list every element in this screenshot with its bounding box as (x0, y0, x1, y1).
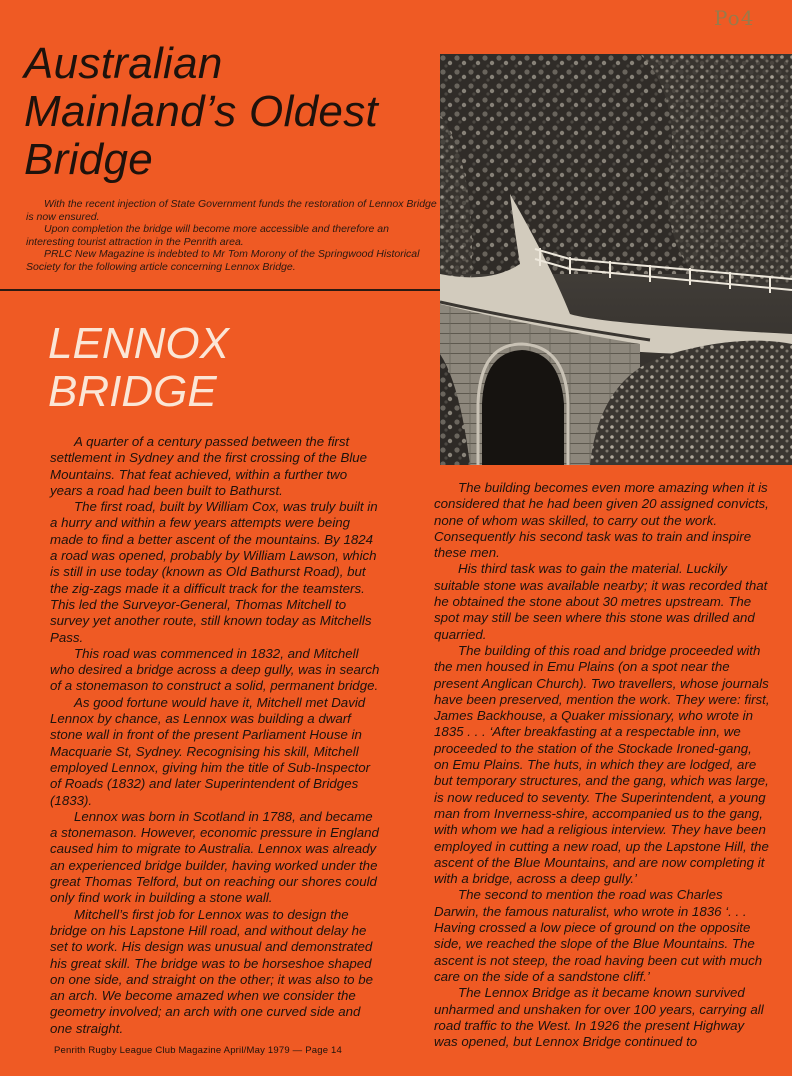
main-title-line-2: Mainland’s Oldest (24, 87, 379, 136)
main-title (24, 40, 444, 184)
body-paragraph: The first road, built by William Cox, was truly built in a hurry and within a few years attempts were being made to find a better ascent of the mountains. By 1824 a road was opened, probably by William Lawson, which is still in use today (known as Old Bathurst Road), but the zig-zags made it a difficult track for the teamsters. This led the Surveyor-General, Thomas Mitchell to survey yet another route, still known today as Mitchells Pass. (50, 499, 378, 645)
section-divider (0, 289, 440, 291)
body-paragraph: As good fortune would have it, Mitchell met David Lennox by chance, as Lennox was building a dwarf stone wall in front of the present Parliament House in Macquarie St, Sydney. Recognising his skill, Mitchell employed Lennox, giving him the title of Sub-Inspector of Roads (1832) and later Superintendent of Bridges (1833). (50, 694, 371, 808)
right-column (434, 480, 770, 1050)
body-paragraph: The building becomes even more amazing when it is considered that he had been given 20 assigned convicts, none of whom was skilled, to carry out the work. Consequently his second task was to train and inspire these men. (434, 480, 769, 561)
body-paragraph: A quarter of a century passed between the first settlement in Sydney and the first crossing of the Blue Mountains. That feat achieved, within a further two years a road had been built to Bathurst. (50, 434, 368, 498)
intro-paragraph: PRLC New Magazine is indebted to Mr Tom Morony of the Springwood Historical Society for the following article concerning Lennox Bridge. (26, 248, 420, 273)
body-paragraph: The second to mention the road was Charles Darwin, the famous naturalist, who wrote in 1836 ‘. . . Having crossed a low piece of ground on the opposite side, we reached the slope of the Blue Mountains. The ascent is not steep, the road having been cut with much care on the side of a sandstone cliff.’ (434, 887, 763, 984)
body-paragraph: Lennox was born in Scotland in 1788, and became a stonemason. However, economic pressure in England caused him to migrate to Australia. Lennox was already an experienced bridge builder, having worked under the great Thomas Telford, but on reaching our shores could only find work in building a stone wall. (50, 808, 379, 906)
body-paragraph: This road was commenced in 1832, and Mitchell who desired a bridge across a deep gully, was in search of a stonemason to construct a solid, permanent bridge. (50, 645, 380, 694)
intro-block (26, 198, 438, 273)
body-paragraph: Mitchell’s first job for Lennox was to design the bridge on his Lapstone Hill road, and without delay he set to work. His design was unusual and demonstrated his great skill. The bridge was to be horseshoe shaped on one side, and straight on the other; it was also to be an arch. We become amazed when we consider the geometry involved; an arch with one curved side and one straight. (50, 906, 374, 1036)
main-title-line-1: Australian (24, 39, 223, 88)
body-paragraph: His third task was to gain the material. Luckily suitable stone was available nearby; it was recorded that he obtained the stone about 30 metres upstream. The spot may still be seen where this stone was drilled and quarried. (434, 561, 768, 642)
body-paragraph: The Lennox Bridge as it became known survived unharmed and unshaken for over 100 years, carrying all road traffic to the West. In 1926 the present Highway was opened, but Lennox Bridge continued to (434, 985, 764, 1050)
handwritten-page-code: Po4 (714, 6, 755, 30)
intro-paragraph: With the recent injection of State Government funds the restoration of Lennox Bridge is now ensured. (26, 198, 437, 223)
left-column (50, 434, 380, 1034)
article-title-line-1: LENNOX (48, 319, 229, 368)
article-title-line-2: BRIDGE (48, 367, 217, 416)
intro-paragraph: Upon completion the bridge will become more accessible and therefore an interesting tourist attraction in the Penrith area. (26, 223, 389, 248)
body-paragraph: The building of this road and bridge proceeded with the men housed in Emu Plains (on a spot near the present Anglican Church). Two travellers, whose journals have been preserved, mention the work. They were: first, James Backhouse, a Quaker missionary, who wrote in 1835 . . . ‘After breakfasting at a respectable inn, we proceeded to the station of the Stockade Ironed-gang, on Emu Plains. The huts, in which they are lodged, are but temporary structures, and the gang, which was large, is now reduced to seventy. The Superintendent, a young man from Inverness-shire, accompanied us to the gang, with whom we had a religious interview. They have been employed in cutting a new road, up the Lapstone Hill, the ascent of the Blue Mountains, and are now completing it with a bridge, across a deep gully.’ (434, 642, 770, 887)
main-title-line-3: Bridge (24, 135, 153, 184)
bridge-photo-image (440, 54, 792, 465)
article-title (48, 320, 229, 416)
bridge-photo (440, 54, 792, 465)
page-footer: Penrith Rugby League Club Magazine April/May 1979 — Page 14 (54, 1045, 343, 1056)
